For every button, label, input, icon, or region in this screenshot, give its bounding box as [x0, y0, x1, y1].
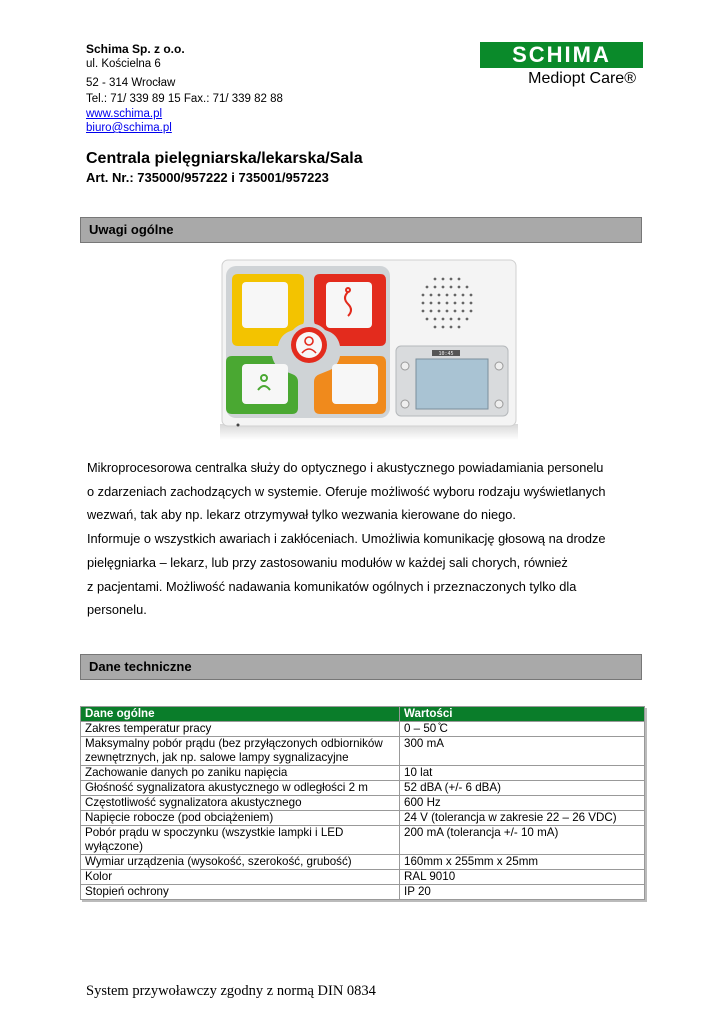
table-cell: Napięcie robocze (pod obciążeniem): [81, 811, 400, 826]
table-cell: Częstotliwość sygnalizatora akustycznego: [81, 796, 400, 811]
table-cell: Maksymalny pobór prądu (bez przyłączonych odbiorników zewnętrznych, jak np. salowe lampy sygnalizacyjne: [81, 737, 400, 766]
description-line: o zdarzeniach zachodzących w systemie. Oferuje możliwość wyboru rodzaju wyświetlanych: [87, 483, 606, 499]
table-row: [81, 855, 645, 870]
table-cell: 200 mA (tolerancja +/- 10 mA): [400, 826, 645, 855]
table-cell: Wymiar urządzenia (wysokość, szerokość, grubość): [81, 855, 400, 870]
table-cell: Głośność sygnalizatora akustycznego w odległości 2 m: [81, 781, 400, 796]
table-row: [81, 766, 645, 781]
table-cell: Pobór prądu w spoczynku (wszystkie lampki i LED wyłączone): [81, 826, 400, 855]
description-line: Informuje o wszystkich awariach i zakłóceniach. Umożliwia komunikację głosową na drodze: [87, 531, 606, 547]
article-number: Art. Nr.: 735000/957222 i 735001/957223: [86, 170, 329, 185]
table-row: [81, 781, 645, 796]
company-name: Schima Sp. z o.o.: [86, 42, 185, 56]
schima-logo: SCHIMA: [480, 42, 643, 68]
footer-note: System przywoławczy zgodny z normą DIN 0834: [86, 983, 376, 999]
device-display-label: 10:45: [438, 351, 454, 358]
table-cell: 600 Hz: [400, 796, 645, 811]
table-cell: RAL 9010: [400, 870, 645, 885]
description: [87, 456, 647, 622]
table-cell: Zakres temperatur pracy: [81, 722, 400, 737]
table-cell: 24 V (tolerancja w zakresie 22 – 26 VDC): [400, 811, 645, 826]
description-line: personelu.: [87, 602, 147, 618]
table-cell: 0 – 50 ̊C: [400, 722, 645, 737]
description-line: z pacjentami. Możliwość nadawania komunikatów ogólnych i przeznaczonych tylko dla: [87, 578, 577, 594]
section-general-heading: Uwagi ogólne: [80, 217, 642, 243]
section-technical-heading: Dane techniczne: [80, 654, 642, 680]
table-row: [81, 737, 645, 766]
description-line: pielęgniarka – lekarz, lub przy zastosowaniu modułów w każdej sali chorych, również: [87, 554, 568, 570]
table-row: [81, 722, 645, 737]
table-row: [81, 811, 645, 826]
table-cell: Zachowanie danych po zaniku napięcia: [81, 766, 400, 781]
table-row: [81, 885, 645, 900]
table-header-cell: Dane ogólne: [81, 707, 400, 722]
table-header-row: [81, 707, 645, 722]
table-cell: Kolor: [81, 870, 400, 885]
description-line: Mikroprocesorowa centralka służy do optycznego i akustycznego powiadamiania personelu: [87, 460, 604, 475]
table-row: [81, 796, 645, 811]
table-cell: 160mm x 255mm x 25mm: [400, 855, 645, 870]
table-cell: 300 mA: [400, 737, 645, 766]
table-cell: IP 20: [400, 885, 645, 900]
table-cell: 10 lat: [400, 766, 645, 781]
phone-fax: Tel.: 71/ 339 89 15 Fax.: 71/ 339 82 88: [86, 93, 283, 105]
table-row: [81, 826, 645, 855]
document-title: Centrala pielęgniarska/lekarska/Sala: [86, 150, 363, 167]
email-link[interactable]: biuro@schima.pl: [86, 122, 172, 134]
logo-subtitle: Mediopt Care®: [528, 70, 636, 87]
device-illustration: [220, 258, 518, 440]
table-cell: Stopień ochrony: [81, 885, 400, 900]
spec-table: [80, 706, 645, 900]
description-line: wezwań, tak aby np. lekarz otrzymywał tylko wezwania kierowane do niego.: [87, 507, 516, 523]
address-city: 52 - 314 Wrocław: [86, 77, 176, 89]
table-row: [81, 870, 645, 885]
table-cell: 52 dBA (+/- 6 dBA): [400, 781, 645, 796]
table-header-cell: Wartości: [400, 707, 645, 722]
website-link[interactable]: www.schima.pl: [86, 108, 163, 120]
address-street: ul. Kościelna 6: [86, 58, 161, 70]
